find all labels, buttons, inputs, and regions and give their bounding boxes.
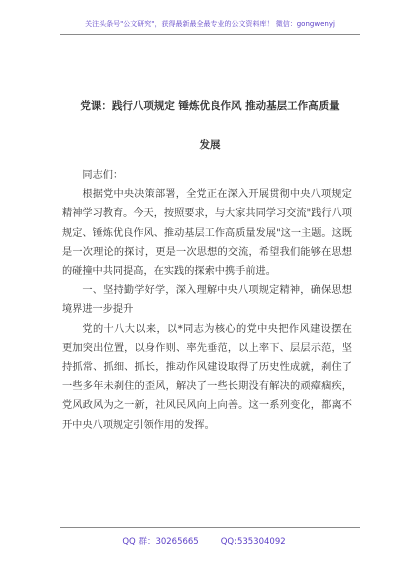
qq-contact-number: QQ:535304092	[220, 537, 286, 547]
header-divider	[60, 34, 360, 35]
paragraph-intro: 根据党中央决策部署，全党正在深入开展贯彻中央八项规定精神学习教育。今天，按照要求，与大家共同学习交流"践行八项规定、锤炼优良作风、推动基层工作高质量发展"这一主题。这既是一次理论的探讨，更是一次思想的交流，希望我们能够在思想的碰撞中共同提高，在实践的探索中携手前进。	[62, 189, 352, 278]
header-notice: 关注头条号"公文研究"，获得最新最全最专业的公文资料库！ 微信：gongwenyj	[85, 20, 335, 28]
section-heading-one: 一、坚持勤学好学，深入理解中央八项规定精神，确保思想境界进一步提升	[62, 285, 352, 316]
document-title: 党课：践行八项规定 锤炼优良作风 推动基层工作高质量	[80, 100, 340, 112]
greeting: 同志们：	[82, 170, 124, 181]
qq-group-number: QQ 群：30265665	[122, 537, 199, 547]
document-body	[62, 166, 352, 435]
paragraph-section-one: 党的十八大以来，以*同志为核心的党中央把作风建设摆在更加突出位置，以身作则、率先垂范，以上率下、层层示范，坚持抓常、抓细、抓长，推动作风建设取得了历史性成就，刹住了一些多年未刹住的歪风，解决了一些长期没有解决的顽瘴痼疾，党风政风为之一新，社风民风向上向善。这一系列变化，都离不开中央八项规定引领作用的发挥。	[62, 323, 352, 431]
document-title-continued: 发展	[199, 139, 221, 151]
footer-divider	[60, 527, 360, 528]
footer-contact	[0, 535, 408, 547]
